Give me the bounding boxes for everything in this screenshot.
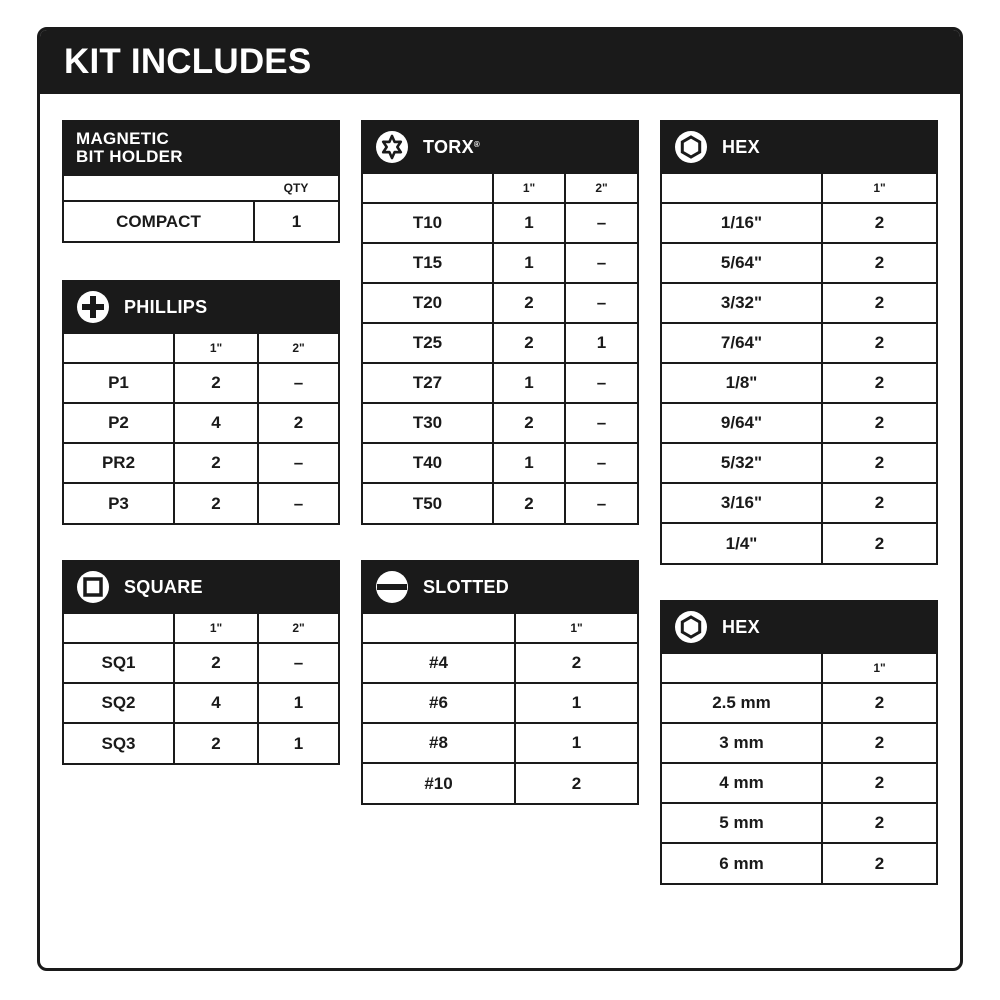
qty-1in-cell: 2: [822, 723, 936, 763]
qty-1in-cell: 2: [822, 443, 936, 483]
qty-2in-cell: –: [258, 363, 338, 403]
qty-1in-cell: 1: [515, 723, 637, 763]
qty-2in-cell: –: [258, 483, 338, 523]
qty-1in-cell: 2: [822, 243, 936, 283]
size-cell: T27: [363, 363, 493, 403]
size-cell: #4: [363, 643, 515, 683]
qty-2in-cell: –: [258, 443, 338, 483]
size-cell: 6 mm: [662, 843, 822, 883]
column-header: 2": [258, 613, 338, 643]
column-header: 1": [822, 653, 936, 683]
column-header: 1": [493, 173, 565, 203]
size-cell: T50: [363, 483, 493, 523]
size-cell: T25: [363, 323, 493, 363]
header-cell: [662, 173, 822, 203]
qty-1in-cell: 2: [493, 323, 565, 363]
registered-mark: ®: [473, 140, 481, 149]
hex-sae-header: [662, 122, 936, 172]
magnetic-title-line2: BIT HOLDER: [76, 147, 183, 166]
size-cell: T20: [363, 283, 493, 323]
size-cell: 1/8": [662, 363, 822, 403]
hex-metric-title: HEX: [722, 617, 760, 637]
magnetic-bit-holder-header: [64, 122, 338, 174]
column-header: 1": [174, 333, 258, 363]
qty-1in-cell: 2: [493, 283, 565, 323]
qty-1in-cell: 2: [174, 483, 258, 523]
qty-1in-cell: 4: [174, 683, 258, 723]
size-cell: #10: [363, 763, 515, 803]
qty-1in-cell: 2: [822, 803, 936, 843]
square-drive-icon: [76, 570, 110, 604]
qty-1in-cell: 2: [822, 363, 936, 403]
torx-header: [363, 122, 637, 172]
qty-1in-cell: 1: [493, 243, 565, 283]
magnetic-grid: [64, 174, 338, 241]
size-cell: T40: [363, 443, 493, 483]
magnetic-name-cell: COMPACT: [64, 201, 254, 241]
size-cell: SQ2: [64, 683, 174, 723]
qty-2in-cell: 2: [258, 403, 338, 443]
qty-1in-cell: 2: [822, 763, 936, 803]
header-cell: [64, 613, 174, 643]
size-cell: 1/4": [662, 523, 822, 563]
hexagon-icon: [674, 610, 708, 644]
magnetic-title-line1: MAGNETIC: [76, 129, 170, 148]
size-cell: T30: [363, 403, 493, 443]
square-title: SQUARE: [124, 577, 203, 597]
hex-metric-header: [662, 602, 936, 652]
qty-1in-cell: 4: [174, 403, 258, 443]
hexagon-icon: [674, 130, 708, 164]
size-cell: 5/64": [662, 243, 822, 283]
hex-sae-table: [660, 120, 938, 565]
size-cell: 5 mm: [662, 803, 822, 843]
torx-grid: [363, 172, 637, 523]
magnetic-qty-cell: 1: [254, 201, 338, 241]
qty-1in-cell: 2: [493, 483, 565, 523]
header-cell: [363, 173, 493, 203]
size-cell: T10: [363, 203, 493, 243]
qty-2in-cell: 1: [565, 323, 637, 363]
qty-2in-cell: –: [565, 243, 637, 283]
size-cell: T15: [363, 243, 493, 283]
qty-1in-cell: 2: [822, 843, 936, 883]
size-cell: 3 mm: [662, 723, 822, 763]
qty-1in-cell: 2: [515, 643, 637, 683]
phillips-table: [62, 280, 340, 525]
qty-1in-cell: 2: [174, 643, 258, 683]
qty-1in-cell: 2: [174, 443, 258, 483]
header-cell: [64, 333, 174, 363]
qty-1in-cell: 2: [174, 723, 258, 763]
qty-2in-cell: 1: [258, 723, 338, 763]
column-header: 2": [565, 173, 637, 203]
size-cell: P2: [64, 403, 174, 443]
size-cell: 3/16": [662, 483, 822, 523]
header-cell: [363, 613, 515, 643]
size-cell: #6: [363, 683, 515, 723]
hex-metric-table: [660, 600, 938, 885]
column-header: 1": [174, 613, 258, 643]
torx-title: TORX: [423, 137, 474, 157]
slotted-drive-icon: [375, 570, 409, 604]
square-table: [62, 560, 340, 765]
page-title: KIT INCLUDES: [40, 30, 960, 94]
size-cell: 3/32": [662, 283, 822, 323]
qty-2in-cell: –: [258, 643, 338, 683]
torx-star-icon: [375, 130, 409, 164]
qty-1in-cell: 2: [515, 763, 637, 803]
slotted-grid: [363, 612, 637, 803]
qty-2in-cell: –: [565, 403, 637, 443]
size-cell: PR2: [64, 443, 174, 483]
hex-sae-title: HEX: [722, 137, 760, 157]
qty-2in-cell: –: [565, 483, 637, 523]
column-header: 1": [822, 173, 936, 203]
slotted-header: [363, 562, 637, 612]
column-header: 1": [515, 613, 637, 643]
header-cell: [662, 653, 822, 683]
slotted-title: SLOTTED: [423, 577, 510, 597]
qty-1in-cell: 2: [822, 283, 936, 323]
phillips-grid: [64, 332, 338, 523]
qty-label: QTY: [254, 175, 338, 201]
size-cell: 4 mm: [662, 763, 822, 803]
phillips-plus-icon: [76, 290, 110, 324]
size-cell: 2.5 mm: [662, 683, 822, 723]
phillips-title: PHILLIPS: [124, 297, 208, 317]
qty-1in-cell: 1: [493, 203, 565, 243]
qty-2in-cell: 1: [258, 683, 338, 723]
square-grid: [64, 612, 338, 763]
qty-1in-cell: 2: [822, 323, 936, 363]
size-cell: 1/16": [662, 203, 822, 243]
size-cell: SQ3: [64, 723, 174, 763]
header-cell: [64, 175, 254, 201]
qty-1in-cell: 2: [822, 203, 936, 243]
size-cell: P3: [64, 483, 174, 523]
size-cell: 9/64": [662, 403, 822, 443]
magnetic-bit-holder-table: [62, 120, 340, 243]
size-cell: P1: [64, 363, 174, 403]
qty-2in-cell: –: [565, 283, 637, 323]
qty-1in-cell: 2: [822, 403, 936, 443]
qty-1in-cell: 2: [822, 683, 936, 723]
square-header: [64, 562, 338, 612]
qty-1in-cell: 2: [493, 403, 565, 443]
qty-1in-cell: 2: [822, 523, 936, 563]
qty-2in-cell: –: [565, 203, 637, 243]
phillips-header: [64, 282, 338, 332]
column-header: 2": [258, 333, 338, 363]
qty-1in-cell: 2: [822, 483, 936, 523]
qty-1in-cell: 1: [493, 443, 565, 483]
qty-1in-cell: 1: [515, 683, 637, 723]
size-cell: #8: [363, 723, 515, 763]
qty-2in-cell: –: [565, 443, 637, 483]
slotted-table: [361, 560, 639, 805]
torx-table: [361, 120, 639, 525]
hex-metric-grid: [662, 652, 936, 883]
qty-1in-cell: 2: [174, 363, 258, 403]
size-cell: SQ1: [64, 643, 174, 683]
qty-1in-cell: 1: [493, 363, 565, 403]
size-cell: 5/32": [662, 443, 822, 483]
size-cell: 7/64": [662, 323, 822, 363]
hex-sae-grid: [662, 172, 936, 563]
qty-2in-cell: –: [565, 363, 637, 403]
